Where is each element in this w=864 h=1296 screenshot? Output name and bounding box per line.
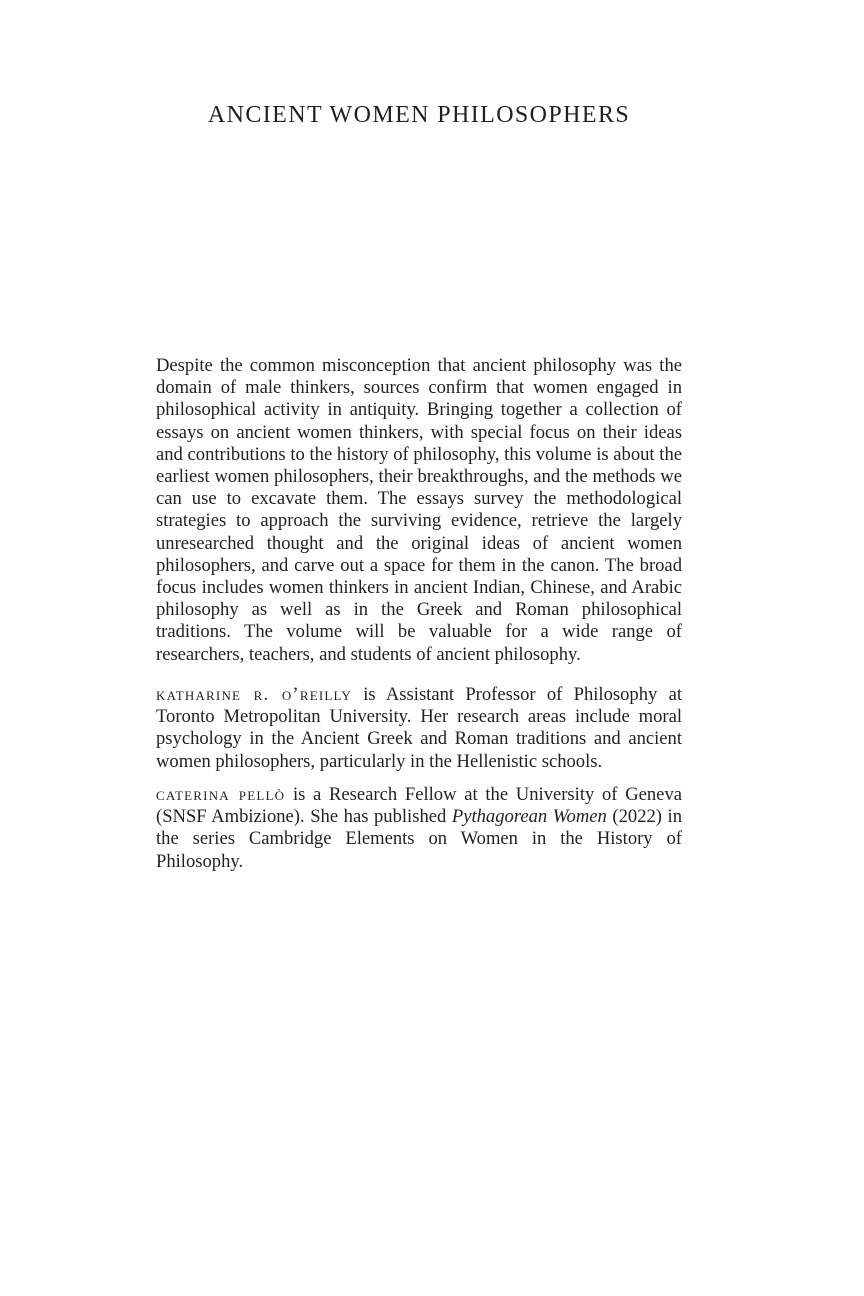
book-description: Despite the common misconception that ancient philosophy was the domain of male thinkers, sources confirm that women engaged in philosophical activity in antiquity. Bringing together a collection of essays on ancient women thinkers, with special focus on their ideas and contributions to the history of philosophy, this volume is about the earliest women philosophers, their breakthroughs, and the methods we can use to excavate them. The essays survey the methodological strategies to approach the surviving evidence, retrieve the largely unresearched thought and the original ideas of ancient women philosophers, and carve out a space for them in the canon. The broad focus includes women thinkers in ancient Indian, Chinese, and Arabic philosophy as well as in the Greek and Roman philosophical traditions. The volume will be valuable for a wide range of researchers, teachers, and students of ancient philosophy. — [156, 355, 682, 665]
author-bio-text-pello-after: (2022) in the series Cambridge Elements on Women in the History of Philosophy. — [156, 806, 682, 872]
author-name-oreilly: katharine r. o’reilly — [156, 684, 352, 705]
page-title: ANCIENT WOMEN PHILOSOPHERS — [207, 102, 631, 128]
author-name-pello: caterina pellò — [156, 784, 286, 805]
author-bio-text-oreilly: is Assistant Professor of Philosophy at Toronto Metropolitan University. Her research areas include moral psychology in the Ancient Greek and Roman traditions and ancient women philosophers, particularly in the Hellenistic schools. — [156, 684, 682, 772]
author-bio-pello — [156, 784, 682, 873]
author-bio-oreilly — [156, 684, 682, 773]
book-title-pythagorean-women: Pythagorean Women — [451, 806, 607, 828]
author-bio-text-pello-before: is a Research Fellow at the University of Geneva (SNSF Ambizione). She has published — [156, 784, 682, 828]
